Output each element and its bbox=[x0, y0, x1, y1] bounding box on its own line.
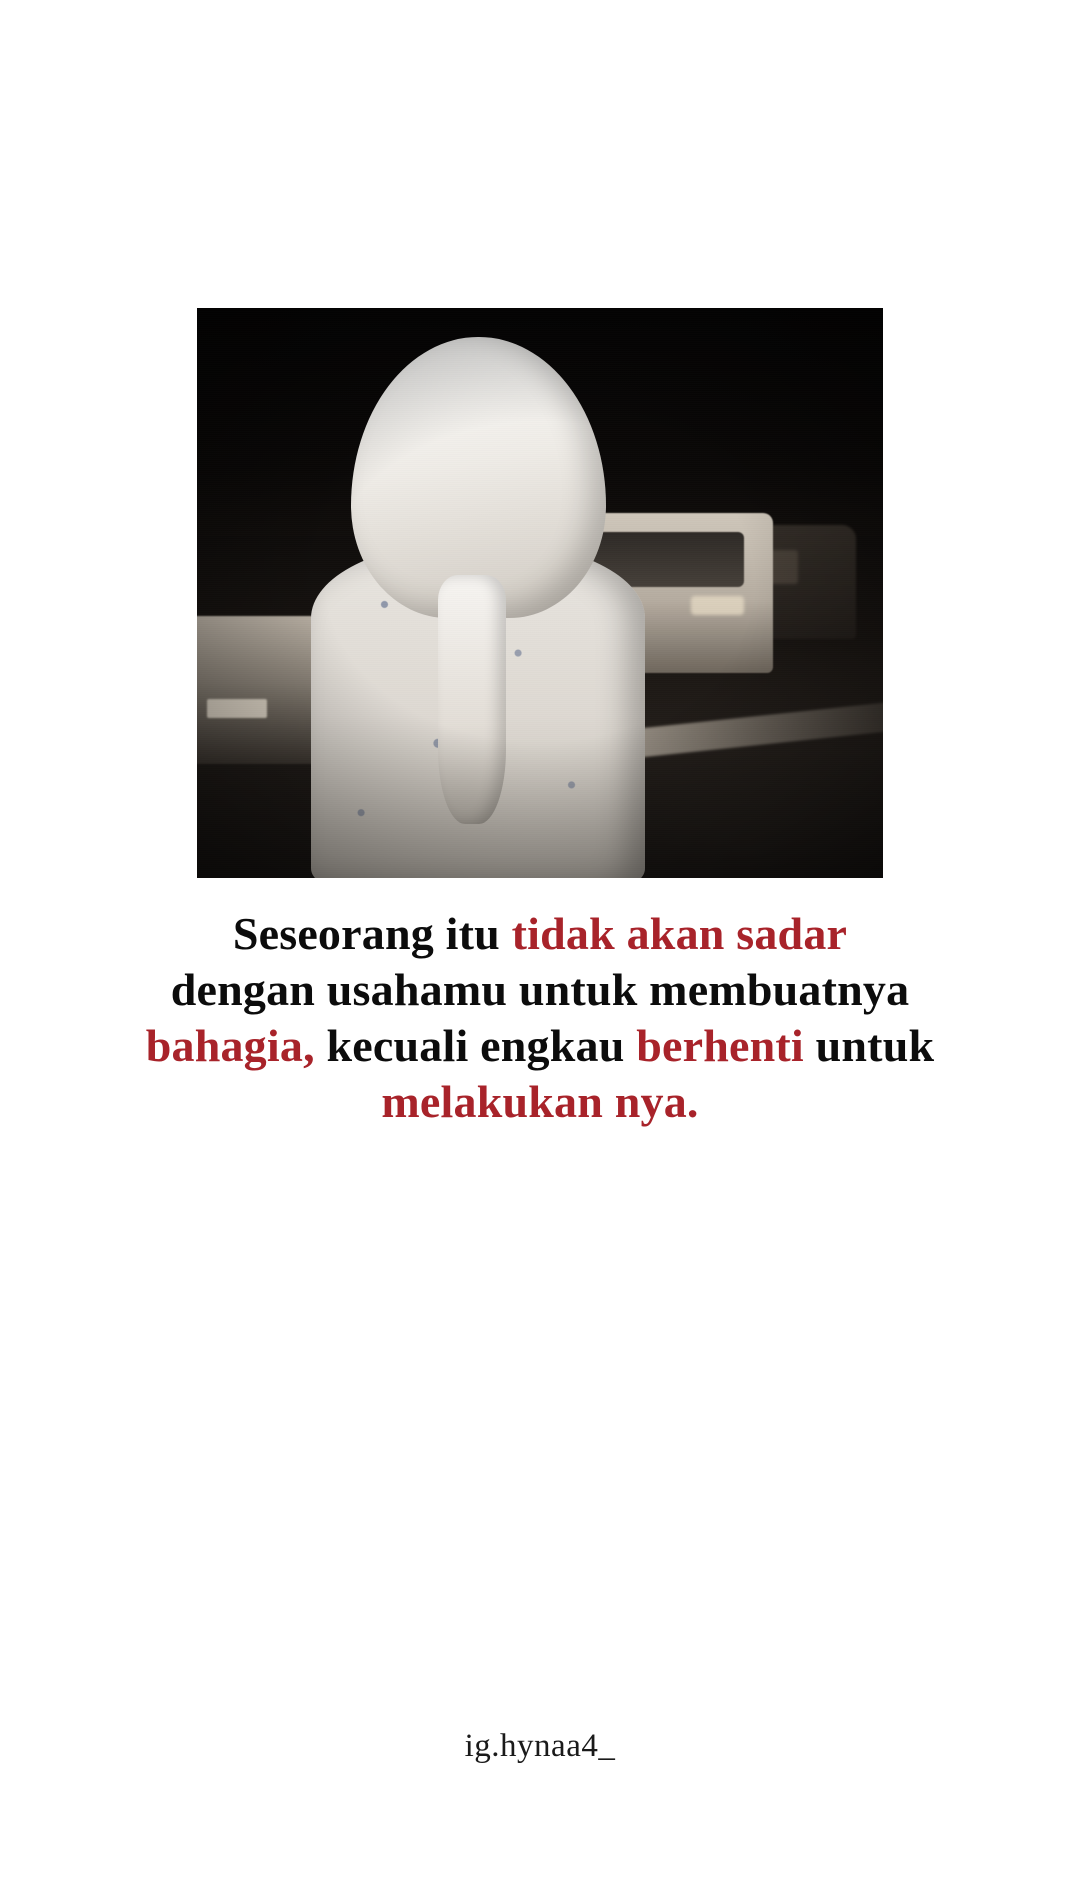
quote-line1-highlight: tidak akan sadar bbox=[511, 908, 848, 959]
photo-container bbox=[197, 308, 883, 878]
quote-line1-plain: Seseorang itu bbox=[232, 908, 512, 959]
instagram-handle: ig.hynaa4_ bbox=[464, 1728, 616, 1764]
license-plate bbox=[207, 699, 268, 718]
quote-line-3 bbox=[140, 1018, 940, 1074]
quote-line3-highlight-1: bahagia, bbox=[145, 1020, 315, 1072]
quote-text bbox=[140, 906, 940, 1130]
quote-line-2: dengan usahamu untuk membuatnya bbox=[170, 964, 910, 1016]
quote-line3-plain-1: kecuali engkau bbox=[314, 1020, 637, 1072]
hijab-tail bbox=[438, 575, 506, 824]
night-street-photo bbox=[197, 308, 883, 878]
quote-line-1 bbox=[140, 906, 940, 962]
quote-line3-highlight-2: berhenti bbox=[636, 1020, 804, 1072]
quote-line-4: melakukan nya. bbox=[381, 1076, 699, 1128]
quote-line3-plain-2: untuk bbox=[803, 1020, 935, 1072]
person-figure bbox=[279, 337, 677, 879]
van-headlight bbox=[691, 596, 745, 615]
